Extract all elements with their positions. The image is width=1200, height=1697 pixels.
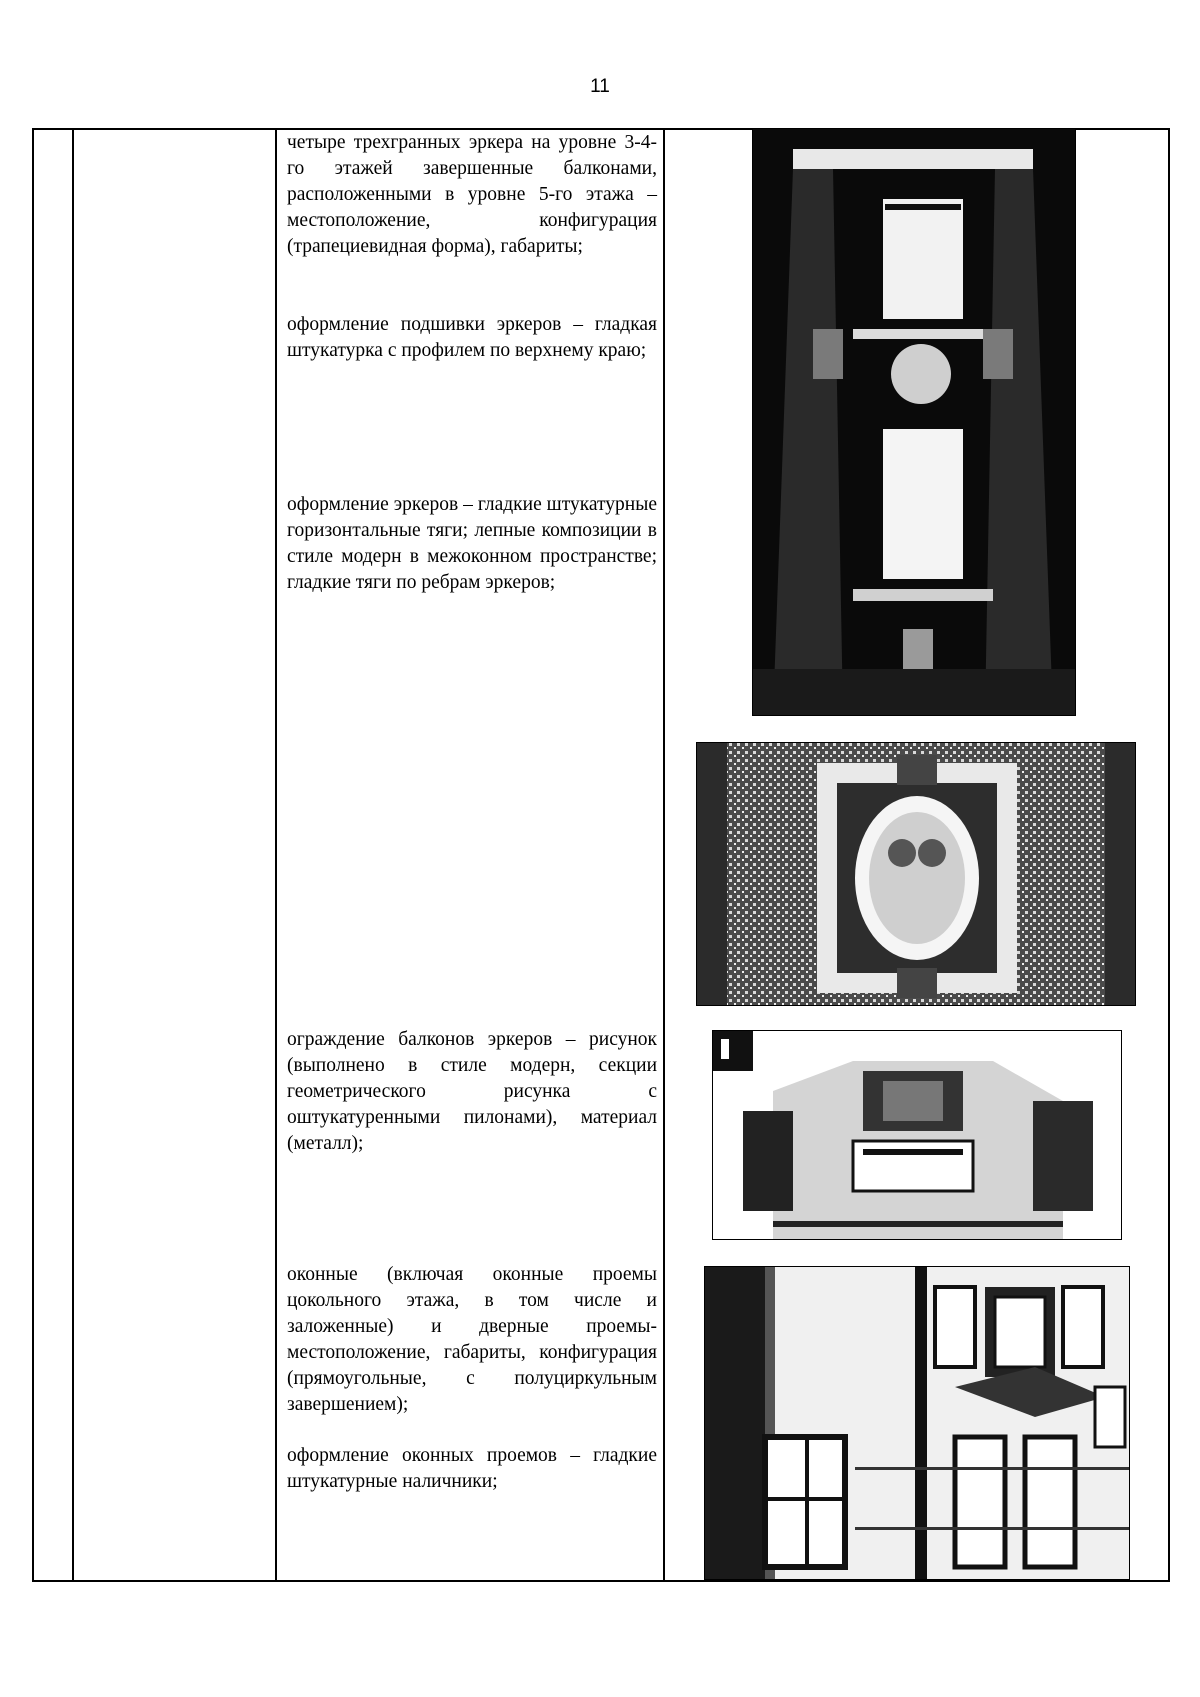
description-balcony-railing: ограждение балконов эркеров – рисунок (выполнено в стиле модерн, секции геометрического рисунка с оштукатуренными пилонами), материал (металл); (287, 1029, 657, 1154)
photo-erker-facade (752, 128, 1076, 716)
column-divider-2 (275, 128, 277, 1580)
description-window-door-openings: оконные (включая оконные проемы цокольного этажа, в том числе и заложенные) и дверные проемы-местоположение, габариты, конфигурация (прямоугольные, с полуциркульным завершением); (287, 1264, 657, 1415)
column-divider-1 (72, 128, 74, 1580)
description-erker-soffit: оформление подшивки эркеров – гладкая штукатурка с профилем по верхнему краю; (287, 314, 657, 361)
description-erker-decoration: оформление эркеров – гладкие штукатурные горизонтальные тяги; лепные композиции в стиле модерн в межоконном пространстве; гладкие тяги по ребрам эркеров; (287, 494, 657, 593)
page-number: 11 (590, 76, 610, 97)
photo-stucco-medallion (696, 742, 1136, 1006)
description-window-surrounds: оформление оконных проемов – гладкие штукатурные наличники; (287, 1445, 657, 1492)
table-border-left (32, 128, 34, 1580)
photo-window-openings (704, 1266, 1130, 1580)
table-border-right (1168, 128, 1170, 1580)
description-erkers: четыре трехгранных эркера на уровне 3-4-го этажей завершенные балконами, расположенными в уровне 5-го этажа – местоположение, конфигурация (трапециевидная форма), габариты; (287, 132, 657, 257)
column-divider-3 (663, 128, 665, 1580)
photo-balcony-railing (712, 1030, 1122, 1240)
